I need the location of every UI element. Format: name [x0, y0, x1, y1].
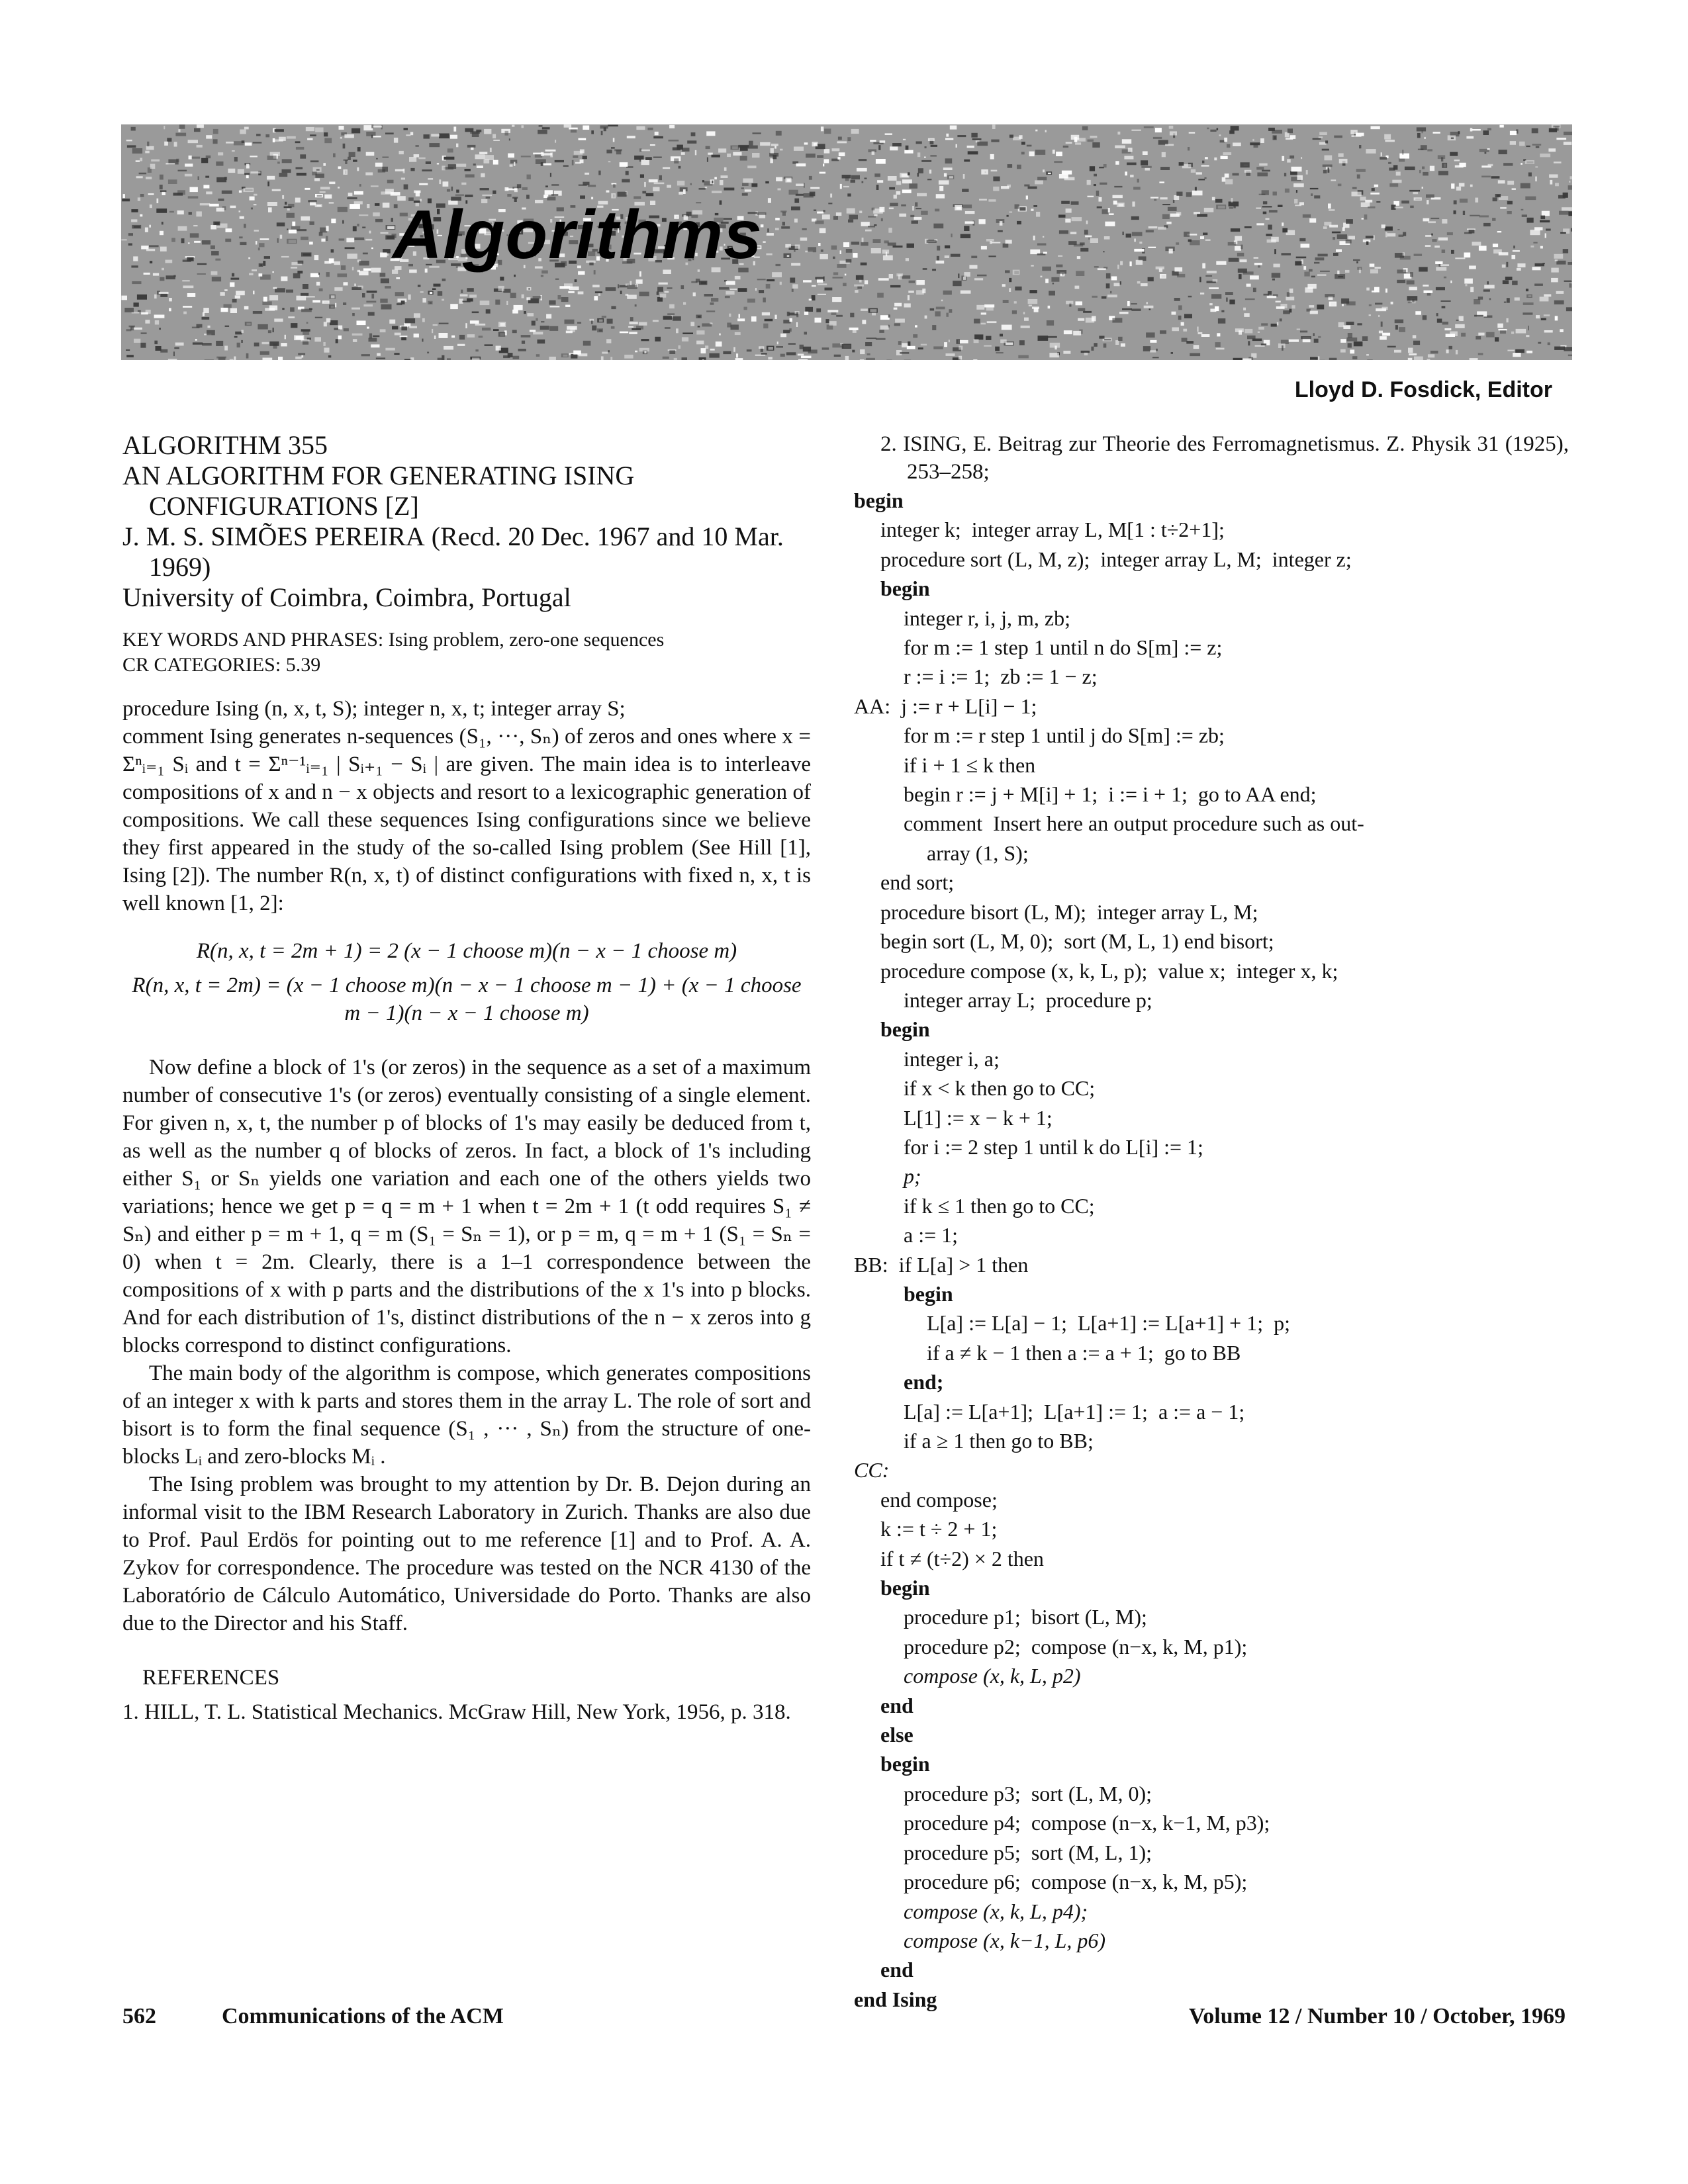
code-line: compose (x, k−1, L, p6) — [904, 1928, 1106, 1952]
paragraph-acknowledgements: The Ising problem was brought to my attention by Dr. B. Dejon during an informal visit to the IBM Research Laboratory in Zurich. Thanks are also due to Prof. Paul Erdös for pointing out to me reference [1] and to Prof. A. A. Zykov for correspondence. The procedure was tested on the NCR 4130 of the Laboratório de Cálculo Automático, Universidade do Porto. Thanks are also due to the Director and his Staff. — [122, 1473, 811, 1635]
keywords: KEY WORDS AND PHRASES: Ising problem, zero-one sequences — [122, 629, 665, 651]
section-title: Algorithms — [393, 197, 763, 273]
code-line: end sort; — [880, 870, 955, 895]
code-line: for m := 1 step 1 until n do S[m] := z; — [904, 635, 1223, 660]
code-line: end; — [904, 1370, 944, 1394]
paragraph-blocks: Now define a block of 1's (or zeros) in the sequence as a set of a maximum number of consecutive 1's (or zeros) eventually consisting of a single element. For given n, x, t, the number p of blocks of 1's may easily be deduced from t, as well as the number q of blocks of zeros. In fact, a block of 1's including either S₁ or Sₙ yields one variation and each one of the others yields two variations; hence we get p = q = m + 1 when t = 2m + 1 (t odd requires S₁ ≠ Sₙ) and either p = m + 1, q = m (S₁ = Sₙ = 1), or p = m, q = m + 1 (S₁ = Sₙ = 0) when t = 2m. Clearly, there is a 1–1 correspondence between the compositions of x with p parts and the distributions of the x 1's into p blocks. And for each distribution of 1's, distinct distributions of the n − x zeros into g blocks correspond to distinct configurations. — [122, 1056, 811, 1357]
code-line: end — [880, 1958, 914, 1982]
formula-odd: R(n, x, t = 2m + 1) = 2 (x − 1 choose m)(n − x − 1 choose m) — [196, 939, 737, 963]
code-line: end — [880, 1693, 914, 1717]
code-line: integer array L; procedure p; — [904, 987, 1152, 1012]
code-line: array (1, S); — [927, 841, 1029, 865]
banner-texture — [121, 124, 1572, 360]
article-title: AN ALGORITHM FOR GENERATING ISING CONFIGURATIONS [Z] — [122, 461, 635, 521]
code-line: if a ≥ 1 then go to BB; — [904, 1429, 1094, 1453]
code-line: CC: — [854, 1458, 890, 1482]
code-line: L[a] := L[a+1]; L[a+1] := 1; a := a − 1; — [904, 1399, 1245, 1424]
author-name: J. M. S. SIMÕES PEREIRA — [122, 522, 425, 551]
code-line: end Ising — [854, 1987, 937, 2011]
paragraph-compose: The main body of the algorithm is compose, which generates compositions of an integer x with k parts and stores them in the array L. The role of sort and bisort is to form the final sequence (S₁ , ··· , Sₙ) from the structure of one-blocks Lᵢ and zero-blocks Mᵢ . — [122, 1361, 811, 1469]
page-number: 562 — [122, 2004, 156, 2028]
author-line — [122, 522, 811, 582]
reference-2: 2. ISING, E. Beitrag zur Theorie des Ferromagnetismus. Z. Physik 31 (1925), 253–258; — [880, 432, 1569, 484]
reference-1: 1. HILL, T. L. Statistical Mechanics. McGraw Hill, New York, 1956, p. 318. — [122, 1700, 791, 1724]
code-line: procedure p4; compose (n−x, k−1, M, p3); — [904, 1811, 1270, 1835]
comment-text: comment Ising generates n-sequences (S₁, ···, Sₙ) of zeros and ones where x = Σⁿᵢ₌₁ Sᵢ and t = Σⁿ⁻¹ᵢ₌₁ | Sᵢ₊₁ − Sᵢ | are given. The main idea is to interleave compositions of x and n − x objects and resort to a lexicographic generation of compositions. We call these sequences Ising configurations since we believe they first appeared in the study of the so-called Ising problem (See Hill [1], Ising [2]). The number R(n, x, t) of distinct configurations with fixed n, x, t is well known [1, 2]: — [122, 725, 811, 915]
code-line: procedure sort (L, M, z); integer array L, M; integer z; — [880, 547, 1352, 571]
journal-name: Communications of the ACM — [222, 2004, 504, 2028]
code-line: begin — [904, 1281, 953, 1306]
code-line: else — [880, 1723, 914, 1747]
code-line: if i + 1 ≤ k then — [904, 752, 1036, 777]
code-line: procedure p3; sort (L, M, 0); — [904, 1781, 1152, 1805]
algol-code — [854, 486, 1569, 2014]
code-line: for m := r step 1 until j do S[m] := zb; — [904, 723, 1225, 748]
code-line: if a ≠ k − 1 then a := a + 1; go to BB — [927, 1340, 1241, 1365]
code-line: a := 1; — [904, 1223, 959, 1248]
code-line: if t ≠ (t÷2) × 2 then — [880, 1546, 1044, 1570]
code-line: L[1] := x − k + 1; — [904, 1105, 1053, 1130]
code-line: begin — [880, 1752, 930, 1776]
code-line: begin — [880, 576, 930, 601]
cr-categories: CR CATEGORIES: 5.39 — [122, 654, 321, 676]
code-line: if k ≤ 1 then go to CC; — [904, 1193, 1095, 1218]
code-line: BB: if L[a] > 1 then — [854, 1252, 1029, 1277]
code-line: begin — [880, 1017, 930, 1042]
page-footer — [122, 2004, 1566, 2037]
code-line: integer k; integer array L, M[1 : t÷2+1]; — [880, 518, 1225, 542]
code-line: procedure p5; sort (M, L, 1); — [904, 1840, 1152, 1864]
code-line: k := t ÷ 2 + 1; — [880, 1517, 998, 1541]
code-line: if x < k then go to CC; — [904, 1076, 1096, 1101]
code-line: integer r, i, j, m, zb; — [904, 606, 1070, 630]
code-line: AA: j := r + L[i] − 1; — [854, 694, 1037, 718]
code-line: procedure p1; bisort (L, M); — [904, 1605, 1147, 1629]
code-line: compose (x, k, L, p4); — [904, 1899, 1088, 1923]
algorithm-number: ALGORITHM 355 — [122, 430, 328, 460]
procedure-heading: procedure Ising (n, x, t, S); integer n, x, t; integer array S; — [122, 697, 626, 721]
editor-credit: Lloyd D. Fosdick, Editor — [1294, 377, 1552, 402]
code-line: p; — [904, 1164, 921, 1189]
code-line: begin r := j + M[i] + 1; i := i + 1; go to AA end; — [904, 782, 1317, 807]
code-line: integer i, a; — [904, 1046, 1000, 1071]
affiliation: University of Coimbra, Coimbra, Portugal — [122, 582, 571, 612]
code-line: r := i := 1; zb := 1 − z; — [904, 664, 1098, 689]
code-line: procedure p6; compose (n−x, k, M, p5); — [904, 1870, 1248, 1894]
code-line: for i := 2 step 1 until k do L[i] := 1; — [904, 1134, 1203, 1159]
code-line: end compose; — [880, 1487, 998, 1512]
code-line: procedure compose (x, k, L, p); value x; integer x, k; — [880, 958, 1338, 983]
code-line: procedure bisort (L, M); integer array L, M; — [880, 899, 1258, 924]
code-line: begin sort (L, M, 0); sort (M, L, 1) end bisort; — [880, 929, 1274, 954]
code-line: L[a] := L[a] − 1; L[a+1] := L[a+1] + 1; p; — [927, 1311, 1290, 1336]
code-line: begin — [880, 1576, 930, 1600]
code-line: procedure p2; compose (n−x, k, M, p1); — [904, 1634, 1248, 1659]
formula-even: R(n, x, t = 2m) = (x − 1 choose m)(n − x − 1 choose m − 1) + (x − 1 choose m − 1)(n − x − 1 choose m) — [132, 974, 802, 1025]
right-column — [854, 430, 1569, 2014]
received-dates: (Recd. 20 Dec. 1967 and 10 Mar. 1969) — [149, 522, 784, 582]
volume-info: Volume 12 / Number 10 / October, 1969 — [1188, 2004, 1566, 2028]
references-heading: REFERENCES — [142, 1666, 280, 1690]
code-line: begin — [854, 488, 904, 512]
code-line: comment Insert here an output procedure such as out- — [904, 811, 1364, 836]
header-banner — [121, 124, 1572, 360]
left-column — [122, 430, 811, 1726]
code-line: compose (x, k, L, p2) — [904, 1664, 1081, 1688]
